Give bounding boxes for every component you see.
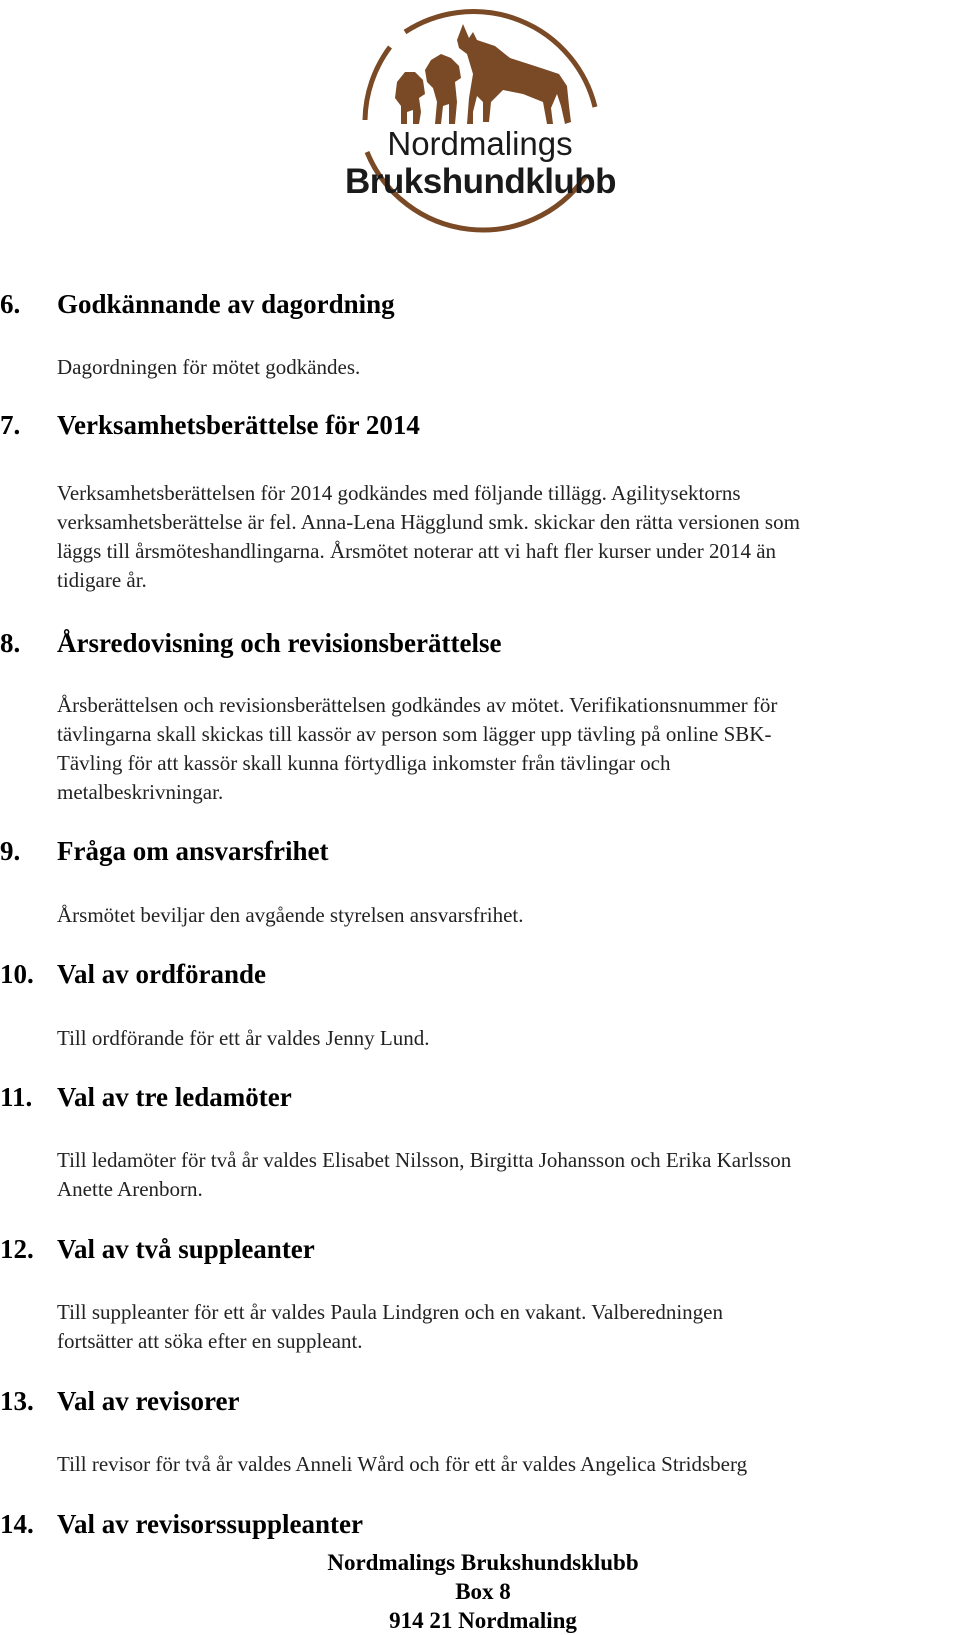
text-line: läggs till årsmöteshandlingarna. Årsmötet noterar att vi haft fler kurser under 2014 än [57, 539, 777, 563]
section-9-text: Årsmötet beviljar den avgående styrelsen ansvarsfrihet. [57, 903, 524, 927]
section-number: 9. [0, 836, 21, 866]
text-line: Anette Arenborn. [57, 1177, 203, 1201]
section-title: Fråga om ansvarsfrihet [57, 836, 329, 866]
section-12-text [57, 1298, 957, 1356]
section-number: 13. [0, 1386, 34, 1416]
section-number: 11. [0, 1082, 33, 1112]
club-logo [345, 2, 615, 257]
section-number: 7. [0, 410, 21, 440]
section-6-text: Dagordningen för mötet godkändes. [57, 355, 361, 379]
section-number: 10. [0, 959, 34, 989]
logo-ring-left [365, 47, 390, 120]
section-title: Val av två suppleanter [57, 1234, 315, 1264]
section-title: Årsredovisning och revisionsberättelse [57, 628, 502, 658]
section-title: Val av revisorer [57, 1386, 240, 1416]
footer-line: Box 8 [455, 1579, 511, 1604]
text-line: tävlingarna skall skickas till kassör av person som lägger upp tävling på online SBK- [57, 722, 772, 746]
text-line: Tävling för att kassör skall kunna förtydliga inkomster från tävlingar och [57, 751, 671, 775]
section-title: Verksamhetsberättelse för 2014 [57, 410, 420, 440]
page-footer [0, 1548, 960, 1635]
section-title: Godkännande av dagordning [57, 289, 395, 319]
text-line: Till ledamöter för två år valdes Elisabet Nilsson, Birgitta Johansson och Erika Karlsson [57, 1148, 792, 1172]
section-title: Val av ordförande [57, 959, 267, 989]
text-line: verksamhetsberättelse är fel. Anna-Lena Hägglund smk. skickar den rätta versionen som [57, 510, 800, 534]
footer-line: Nordmalings Brukshundsklubb [327, 1550, 639, 1575]
section-8-text [57, 691, 957, 807]
section-number: 6. [0, 289, 21, 319]
text-line: Årsberättelsen och revisionsberättelsen godkändes av mötet. Verifikationsnummer för [57, 693, 778, 717]
section-number: 12. [0, 1234, 34, 1264]
text-line: fortsätter att söka efter en suppleant. [57, 1329, 363, 1353]
section-11-text [57, 1146, 957, 1204]
section-number: 8. [0, 628, 21, 658]
section-10-text: Till ordförande för ett år valdes Jenny Lund. [57, 1026, 430, 1050]
section-title: Val av tre ledamöter [57, 1082, 292, 1112]
section-number: 14. [0, 1509, 34, 1539]
middle-dog-shape [425, 54, 461, 124]
text-line: Verksamhetsberättelsen för 2014 godkändes med följande tillägg. Agilitysektorns [57, 481, 741, 505]
section-title: Val av revisorssuppleanter [57, 1509, 364, 1539]
footer-line: 914 21 Nordmaling [389, 1608, 577, 1633]
text-line: metalbeskrivningar. [57, 780, 224, 804]
section-13-text: Till revisor för två år valdes Anneli Wård och för ett år valdes Angelica Stridsberg [57, 1452, 748, 1476]
text-line: Till suppleanter för ett år valdes Paula Lindgren och en vakant. Valberedningen [57, 1300, 723, 1324]
small-dog-shape [395, 72, 425, 124]
logo-text-line1: Nordmalings [387, 125, 573, 162]
logo-text-line2: Brukshundklubb [345, 162, 617, 201]
text-line: tidigare år. [57, 568, 147, 592]
section-7-text [57, 479, 957, 595]
